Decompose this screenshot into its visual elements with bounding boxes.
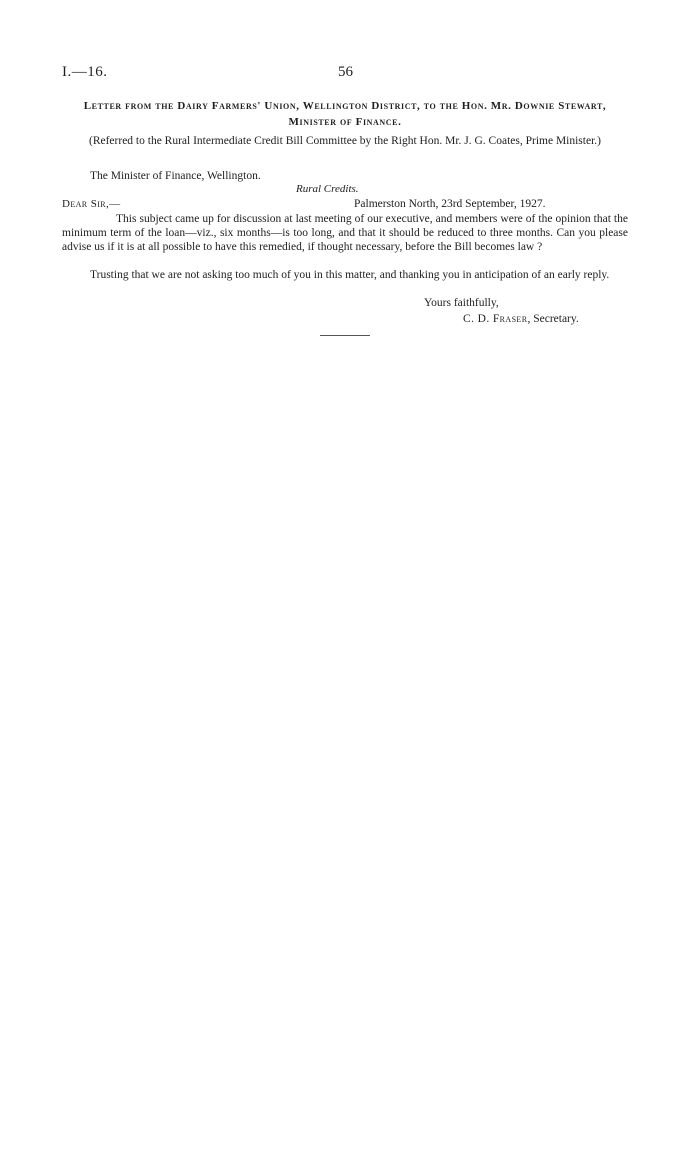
- closing: Yours faithfully,: [424, 297, 499, 309]
- referral-note: (Referred to the Rural Intermediate Credit Bill Committee by the Right Hon. Mr. J. G. Coates, Prime Minister.): [89, 135, 601, 147]
- place-and-date: Palmerston North, 23rd September, 1927.: [354, 198, 546, 210]
- end-rule: [320, 335, 370, 336]
- document-reference: I.—16.: [62, 64, 108, 80]
- letter-heading: Letter from the Dairy Farmers' Union, Wellington District, to the Hon. Mr. Downie Stewart, Minister of Finance.: [83, 100, 607, 128]
- signatory-name: C. D. Fraser: [463, 313, 528, 325]
- page-number: 56: [338, 64, 353, 80]
- addressee: The Minister of Finance, Wellington.: [90, 170, 261, 182]
- signatory-title: , Secretary.: [527, 313, 579, 325]
- body-paragraph: Trusting that we are not asking too much of you in this matter, and thanking you in anticipation of an early reply.: [90, 269, 610, 281]
- signature: [463, 313, 579, 325]
- body-paragraph: This subject came up for discussion at last meeting of our executive, and members were of the opinion that the minimum term of the loan—viz., six months—is too long, and that it should be reduced to three months. Can you please advise us if it is at all possible to have this remedied, if thought necessary, before the Bill becomes law ?: [62, 213, 628, 253]
- subject-line: Rural Credits.: [296, 183, 359, 195]
- salutation: Dear Sir,—: [62, 198, 121, 210]
